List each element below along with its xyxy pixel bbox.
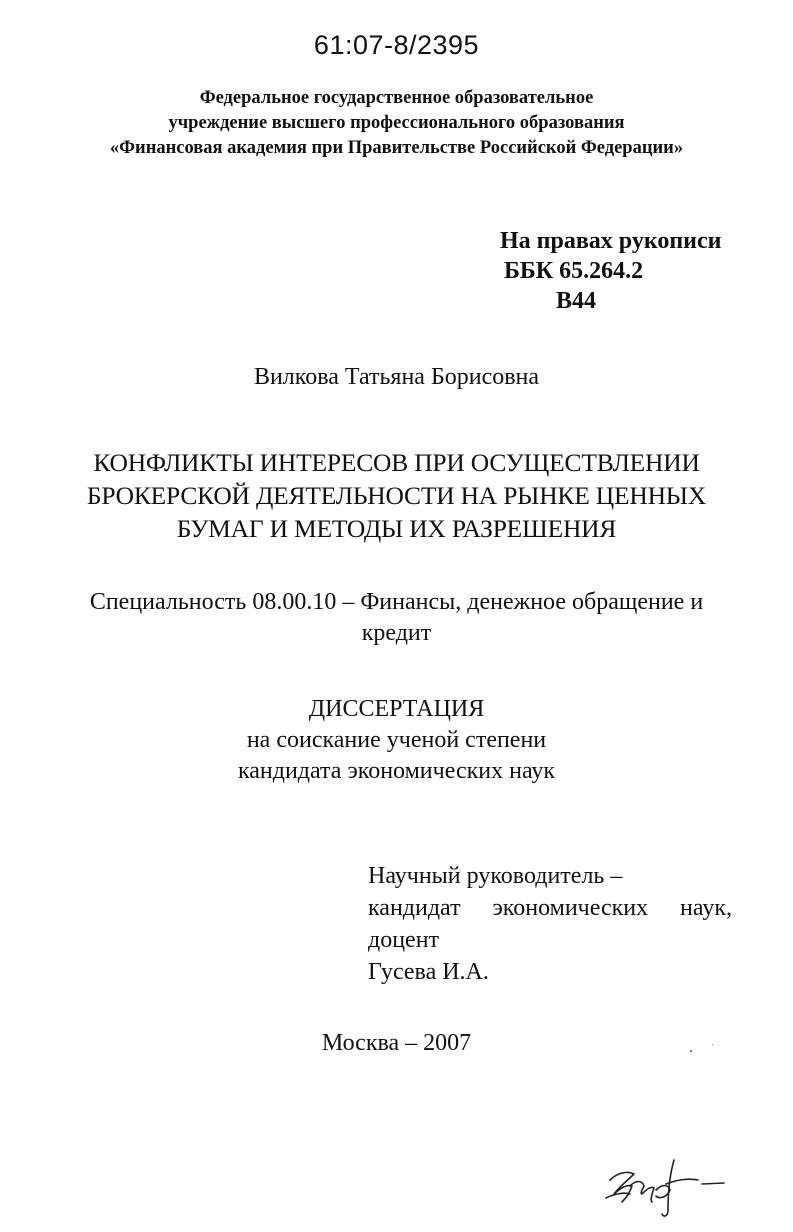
bbk-code: ББК 65.264.2 xyxy=(504,258,644,284)
dissertation-block xyxy=(0,694,793,787)
specialty-line-1: Специальность 08.00.10 – Финансы, денежное обращение и xyxy=(89,589,704,615)
institution-line-1: Федеральное государственное образовательное xyxy=(199,88,594,108)
scan-speck xyxy=(690,1050,692,1052)
thesis-title xyxy=(0,446,793,545)
manuscript-rights-label: На правах рукописи xyxy=(500,228,722,254)
supervisor-rank: доцент xyxy=(368,927,440,953)
institution-line-3: «Финансовая академия при Правительстве Российской Федерации» xyxy=(109,138,684,158)
title-line-2: БРОКЕРСКОЙ ДЕЯТЕЛЬНОСТИ НА РЫНКЕ ЦЕННЫХ xyxy=(86,481,707,510)
title-line-3: БУМАГ И МЕТОДЫ ИХ РАЗРЕШЕНИЯ xyxy=(176,514,617,543)
archive-code: 61:07-8/2395 xyxy=(313,30,480,60)
manuscript-rights-block xyxy=(500,226,721,316)
supervisor-name: Гусева И.А. xyxy=(368,959,489,985)
degree-line-1: на соискание ученой степени xyxy=(246,727,547,753)
city-year: Москва – 2007 xyxy=(321,1030,472,1056)
degree-line-2: кандидата экономических наук xyxy=(237,758,556,784)
dissertation-heading: ДИССЕРТАЦИЯ xyxy=(308,696,485,722)
institution-line-2: учреждение высшего профессионального образования xyxy=(168,113,625,133)
title-line-1: КОНФЛИКТЫ ИНТЕРЕСОВ ПРИ ОСУЩЕСТВЛЕНИИ xyxy=(93,448,700,477)
author-name: Вилкова Татьяна Борисовна xyxy=(253,364,540,390)
specialty-block xyxy=(0,587,793,649)
handwritten-signature xyxy=(596,1150,736,1220)
author-index: В44 xyxy=(556,288,597,314)
supervisor-role: Научный руководитель – xyxy=(368,863,623,889)
supervisor-degree: кандидат экономических наук, xyxy=(368,895,732,921)
scan-speck xyxy=(712,1044,713,1045)
institution-block xyxy=(0,86,793,161)
supervisor-block xyxy=(368,860,732,988)
specialty-line-2: кредит xyxy=(361,620,432,646)
